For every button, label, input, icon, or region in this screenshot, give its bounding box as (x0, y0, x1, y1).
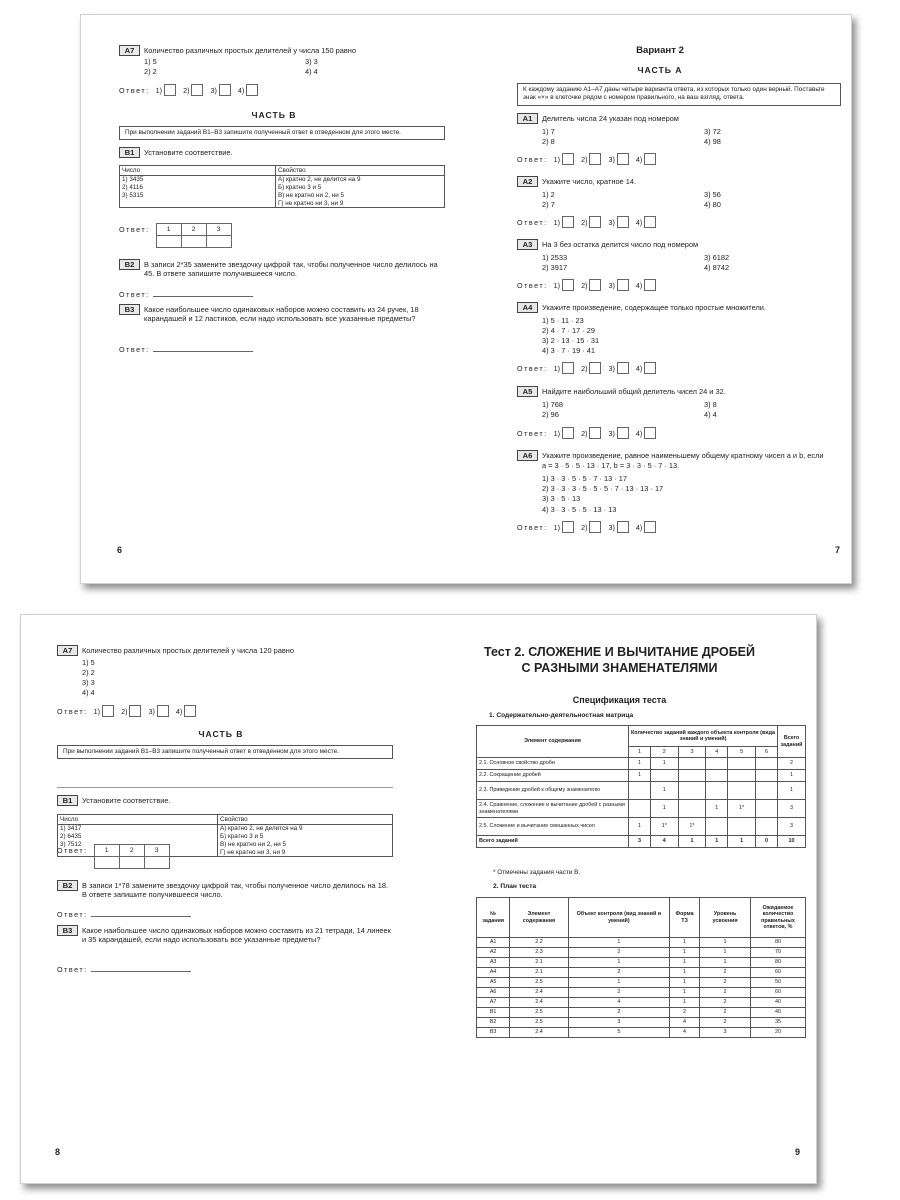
plan-cell: 1 (700, 938, 751, 948)
book-spread-top (80, 14, 852, 584)
matrix-row: 2.3. Приведение дробей к общему знаменателю 1 1 (477, 782, 806, 800)
plan-cell: 2.5 (510, 1008, 568, 1018)
answer-checkbox[interactable] (644, 279, 656, 291)
plan-cell: 60 (751, 968, 806, 978)
plan-row (477, 1018, 806, 1028)
task-question-a7: Количество различных простых делителей у числа 150 равно (144, 46, 356, 55)
task-question-a3: На 3 без остатка делится число под номером (542, 240, 699, 249)
plan-row (477, 1008, 806, 1018)
plan-cell: 20 (751, 1028, 806, 1038)
answer-checkbox[interactable] (164, 84, 176, 96)
plan-cell: А4 (477, 968, 510, 978)
option-1: 1) 5 (144, 57, 157, 66)
plan-cell: 1 (700, 958, 751, 968)
plan-row (477, 1028, 806, 1038)
plan-cell: 1 (670, 998, 700, 1008)
test-title: Тест 2. СЛОЖЕНИЕ И ВЫЧИТАНИЕ ДРОБЕЙ С РАЗНЫМИ ЗНАМЕНАТЕЛЯМИ (483, 645, 756, 675)
task-label-a6: А6 (517, 450, 538, 461)
plan-cell: 2 (700, 988, 751, 998)
plan-cell: 2 (670, 1008, 700, 1018)
answer-line[interactable]: Ответ: (119, 344, 253, 354)
plan-cell: А1 (477, 938, 510, 948)
page-7: Вариант 2 ЧАСТЬ А К каждому заданию А1–А7 даны четыре варианта ответа, из которых только один верный. Поставьте знак «×» в клеточке рядом с номером правильного, на ваш взгляд, ответа. А1 Делитель числа 24 указан под номером 1) 7 2) 8 3) 72 4) 98 Ответ: 1) 2) 3) 4) А2 Укажите число, кратное 14. 1) 2 2) 7 3) 56 4) 80 Ответ: 1) 2) 3) 4) А3 На 3 без остатка делится число под номером 1) 2533 2) 3917 3) 6182 4) 8742 Ответ: 1) 2) 3) 4) А4 Укажите произведение, содержащее только простые множители. 1) 5 · 11 · 23 2) 4 · 7 · 17 · 29 3) 2 · 13 · 15 · 31 4) 3 · 7 · 19 · 41 Ответ: 1) 2) 3) 4) А5 Найдите наибольший общий делитель чисел 24 и 32. 1) 768 2) 96 3) 8 4) 4 Ответ: 1) 2) 3) 4) А6 Укажите произведение, равное наименьшему общему кратному чисел a и b, если a = 3 · 5 · 5 · 13 · 17, b = 3 · 3 · 5 · 7 · 13. 1) 3 · 3 · 5 · 5 · 7 · 13 · 17 2) 3 · 3 · 3 · 5 · 5 · 5 · 7 · 13 · 13 · 17 3) 3 · 5 · 13 4) 3 · 3 · 5 · 5 · 13 · 13 Ответ: 1) 2) 3) 4) 7 (467, 15, 853, 583)
plan-row (477, 958, 806, 968)
task-question-b1: Установите соответствие. (144, 148, 233, 157)
answer-checkbox[interactable] (617, 427, 629, 439)
answer-line[interactable]: Ответ: (57, 909, 191, 919)
task-label-b3: В3 (57, 925, 78, 936)
spec-title: Спецификация теста (572, 695, 667, 705)
answer-checkbox[interactable] (157, 705, 169, 717)
answer-cell[interactable] (144, 857, 169, 869)
task-question-a1: Делитель числа 24 указан под номером (542, 114, 679, 123)
task-question-a7: Количество различных простых делителей у числа 120 равно (82, 646, 294, 655)
task-question-b3: Какое наибольшее число одинаковых наборов можно составить из 24 ручек, 18 карандашей и 12 ластиков, если надо использовать все указанные предметы? (144, 305, 419, 324)
answer-checkbox[interactable] (589, 153, 601, 165)
part-b-heading: ЧАСТЬ В (251, 110, 297, 120)
plan-cell: 1 (670, 978, 700, 988)
plan-cell: А2 (477, 948, 510, 958)
plan-cell: А7 (477, 998, 510, 1008)
plan-cell: 2 (700, 1018, 751, 1028)
answer-row: Ответ: 1) 2) 3) 4) (517, 521, 663, 533)
task-label-a4: А4 (517, 302, 538, 313)
answer-cell[interactable] (119, 857, 144, 869)
plan-cell: 1 (568, 978, 669, 988)
answer-line[interactable]: Ответ: (57, 964, 191, 974)
plan-cell: 2 (568, 948, 669, 958)
task-label-a7: А7 (119, 45, 140, 56)
part-b-heading: ЧАСТЬ В (198, 729, 244, 739)
page-number: 8 (55, 1147, 61, 1157)
answer-row: Ответ: 1) 2) 3) 4) (517, 362, 663, 374)
part-a-heading: ЧАСТЬ А (637, 65, 683, 75)
plan-title: 2. План теста (493, 883, 537, 890)
task-label-b1: В1 (119, 147, 140, 158)
answer-checkbox[interactable] (589, 216, 601, 228)
answer-row: Ответ: 1) 2) 3) 4) (517, 427, 663, 439)
task-question-b2: В записи 2*35 замените звездочку цифрой так, чтобы полученное число делилось на 45. В ответе запишите получившееся число. (144, 260, 438, 279)
plan-cell: 2.1 (510, 958, 568, 968)
matrix-row: 2.1. Основное свойство дроби 1 1 2 (477, 758, 806, 770)
answer-checkbox[interactable] (562, 362, 574, 374)
task-question-b1: Установите соответствие. (82, 796, 171, 805)
plan-cell: А3 (477, 958, 510, 968)
plan-cell: 1 (568, 958, 669, 968)
task-question-b3: Какое наибольшее число одинаковых наборов можно составить из 21 тетради, 14 линеек и 35 карандашей, если надо использовать все указанные предметы? (82, 926, 391, 945)
answer-checkbox[interactable] (562, 279, 574, 291)
task-label-b2: В2 (57, 880, 78, 891)
content-matrix-table: Элемент содержания Количество заданий каждого объекта контроля (вида знаний и умений) Всего заданий 1 2 3 4 5 6 2.1. Основное свойство дроби 1 1 2 2.2. Сокращение дробей 1 1 2.3. Приведение дробей к общему знаменателю 1 1 2.4. Сравнение, сложение и вычитание дробей с разными знаменателями 1 1 1* 3 2.5. Сложение и вычитание смешанных чисел 1 1* 1* 3 Всего заданий 3 4 1 1 1 0 10 (476, 725, 806, 848)
plan-cell: 60 (751, 988, 806, 998)
matrix-row: 2.2. Сокращение дробей 1 1 (477, 770, 806, 782)
answer-checkbox[interactable] (617, 521, 629, 533)
plan-cell: 1 (670, 958, 700, 968)
plan-cell: 4 (670, 1028, 700, 1038)
plan-row (477, 998, 806, 1008)
task-label-a7: А7 (57, 645, 78, 656)
answer-checkbox[interactable] (589, 427, 601, 439)
plan-cell: 2 (700, 968, 751, 978)
task-label-a2: А2 (517, 176, 538, 187)
plan-cell: А6 (477, 988, 510, 998)
task-label-a5: А5 (517, 386, 538, 397)
page-number: 9 (795, 1147, 801, 1157)
plan-cell: 40 (751, 998, 806, 1008)
plan-cell: 2 (700, 1008, 751, 1018)
plan-row (477, 978, 806, 988)
answer-checkbox[interactable] (644, 216, 656, 228)
plan-cell: 35 (751, 1018, 806, 1028)
plan-cell: В1 (477, 1008, 510, 1018)
test-plan-table: № задания Элемент содержания Объект контроля (вид знаний и умений) Форма ТЗ Уровень усвоения Ожидаемое количество правильных ответов, % А1 2.2 1 1 1 80 А2 2.3 2 1 1 70 А3 2.1 1 1 1 80 А4 2.1 2 1 2 60 А5 2.5 1 1 2 50 А6 2.4 2 1 2 60 А7 2.4 4 1 2 40 В1 2.5 2 2 2 40 В2 2.5 3 4 2 35 В3 2.4 5 4 3 20 (476, 897, 806, 1038)
plan-cell: 1 (670, 988, 700, 998)
part-b-instruction: При выполнении заданий В1–В3 запишите полученный ответ в отведенном для этого месте. (57, 745, 393, 759)
plan-cell: 4 (568, 998, 669, 1008)
plan-cell: В2 (477, 1018, 510, 1028)
matching-table: Число Свойство 1) 3417 А) кратно 2, не делится на 9 2) 6435 Б) кратно 3 и 5 3) 7512 В) не кратно ни 2, ни 5 Г) не кратно ни 3, ни 9 (57, 814, 393, 857)
plan-cell: 1 (670, 968, 700, 978)
plan-cell: 2.5 (510, 1018, 568, 1028)
matrix-title: 1. Содержательно-деятельностная матрица (489, 712, 634, 719)
task-question-a5: Найдите наибольший общий делитель чисел 24 и 32. (542, 387, 726, 396)
plan-cell: 50 (751, 978, 806, 988)
answer-row: Ответ: 1) 2) 3) 4) (119, 84, 265, 96)
variant-title: Вариант 2 (636, 45, 684, 56)
option-3: 3) 3 (305, 57, 318, 66)
page-9 (421, 615, 818, 1183)
plan-cell: 40 (751, 1008, 806, 1018)
plan-cell: 5 (568, 1028, 669, 1038)
answer-checkbox[interactable] (589, 279, 601, 291)
answer-checkbox[interactable] (562, 427, 574, 439)
matrix-row: 2.5. Сложение и вычитание смешанных чисел 1 1* 1* 3 (477, 818, 806, 836)
plan-cell: 2.1 (510, 968, 568, 978)
task-question-a2: Укажите число, кратное 14. (542, 177, 636, 186)
task-label-b2: В2 (119, 259, 140, 270)
plan-cell: 70 (751, 948, 806, 958)
part-b-instruction: При выполнении заданий В1–В3 запишите полученный ответ в отведенном для этого месте. (119, 126, 445, 140)
plan-cell: А5 (477, 978, 510, 988)
page-number: 6 (117, 545, 123, 555)
answer-checkbox[interactable] (617, 153, 629, 165)
plan-cell: 2.4 (510, 988, 568, 998)
plan-cell: 2.5 (510, 978, 568, 988)
task-label-a3: А3 (517, 239, 538, 250)
answer-checkbox[interactable] (589, 521, 601, 533)
plan-cell: 3 (700, 1028, 751, 1038)
matrix-total-row: Всего заданий 3 4 1 1 1 0 10 (477, 836, 806, 848)
plan-cell: 1 (670, 938, 700, 948)
answer-checkbox[interactable] (246, 84, 258, 96)
plan-row (477, 948, 806, 958)
footnote: * Отмечены задания части В. (493, 869, 581, 876)
plan-cell: 2.3 (510, 948, 568, 958)
answer-checkbox[interactable] (644, 362, 656, 374)
task-question-b2: В записи 1*78 замените звездочку цифрой так, чтобы полученное число делилось на 18. В ответе запишите получившееся число. (82, 881, 388, 900)
plan-cell: 1 (700, 948, 751, 958)
answer-checkbox[interactable] (102, 705, 114, 717)
answer-line[interactable]: Ответ: (119, 289, 253, 299)
plan-cell: 2 (568, 1008, 669, 1018)
plan-cell: 2 (700, 998, 751, 1008)
answer-cell[interactable] (94, 857, 119, 869)
answer-checkbox[interactable] (184, 705, 196, 717)
answer-checkbox[interactable] (644, 427, 656, 439)
task-label-b1: В1 (57, 795, 78, 806)
answer-checkbox[interactable] (644, 521, 656, 533)
answer-checkbox[interactable] (191, 84, 203, 96)
answer-checkbox[interactable] (589, 362, 601, 374)
answer-checkbox[interactable] (617, 279, 629, 291)
plan-cell: 2 (700, 978, 751, 988)
answer-checkbox[interactable] (562, 153, 574, 165)
page-number: 7 (835, 545, 841, 555)
answer-checkbox[interactable] (129, 705, 141, 717)
option-2: 2) 2 (144, 67, 157, 76)
plan-cell: 3 (568, 1018, 669, 1028)
page-6 (81, 15, 467, 583)
task-label-a1: А1 (517, 113, 538, 124)
plan-cell: 2 (568, 988, 669, 998)
answer-row: Ответ: 1) 2) 3) 4) (517, 153, 663, 165)
page-8: А7 Количество различных простых делителей у числа 120 равно 1) 5 2) 2 3) 3 4) 4 Ответ: 1) 2) 3) 4) ЧАСТЬ В При выполнении заданий В1–В3 запишите полученный ответ в отведенном для этого месте. В1 Установите соответствие. Число Свойство 1) 3417 А) кратно 2, не делится на 9 2) 6435 Б) кратно 3 и 5 3) 7512 В) не кратно ни 2, ни 5 Г) не кратно ни 3, ни 9 Ответ: 1 2 3 В2 В записи 1*78 замените звездочку цифрой так, чтобы полученное число делилось на 18. В ответе запишите получившееся число. Ответ: В3 Какое наибольшее число одинаковых наборов можно составить из 21 тетради, 14 линеек и 35 карандашей, если надо использовать все указанные предметы? Ответ: 8 (21, 615, 421, 1183)
plan-cell: 2.4 (510, 998, 568, 1008)
answer-grid: Ответ: 1 2 3 (57, 844, 170, 869)
answer-row: Ответ: 1) 2) 3) 4) (517, 279, 663, 291)
answer-cell[interactable] (181, 236, 206, 248)
part-a-instruction: К каждому заданию А1–А7 даны четыре варианта ответа, из которых только один верный. Поставьте знак «×» в клеточке рядом с номером правильного, на ваш взгляд, ответа. (517, 83, 841, 106)
answer-checkbox[interactable] (219, 84, 231, 96)
task-question-a6: Укажите произведение, равное наименьшему общему кратному чисел a и b, если (542, 451, 824, 460)
answer-cell[interactable] (156, 236, 181, 248)
answer-row: Ответ: 1) 2) 3) 4) (517, 216, 663, 228)
plan-cell: 2.4 (510, 1028, 568, 1038)
answer-cell[interactable] (206, 236, 231, 248)
plan-cell: 2 (568, 968, 669, 978)
plan-row (477, 938, 806, 948)
plan-cell: 80 (751, 958, 806, 968)
plan-row (477, 988, 806, 998)
plan-cell: 80 (751, 938, 806, 948)
answer-grid: Ответ: 1 2 3 (119, 223, 232, 248)
answer-checkbox[interactable] (562, 521, 574, 533)
task-question-a4: Укажите произведение, содержащее только простые множители. (542, 303, 766, 312)
answer-checkbox[interactable] (562, 216, 574, 228)
task-label-b3: В3 (119, 304, 140, 315)
plan-cell: 4 (670, 1018, 700, 1028)
matching-table: Число Свойство 1) 3435 А) кратно 2, не делится на 9 2) 4116 Б) кратно 3 и 5 3) 5315 В) не кратно ни 2, ни 5 Г) не кратно ни 3, ни 9 (119, 165, 445, 208)
answer-checkbox[interactable] (617, 216, 629, 228)
matrix-row: 2.4. Сравнение, сложение и вычитание дробей с разными знаменателями 1 1 1* 3 (477, 800, 806, 818)
plan-cell: 1 (670, 948, 700, 958)
answer-checkbox[interactable] (644, 153, 656, 165)
plan-cell: 1 (568, 938, 669, 948)
plan-row (477, 968, 806, 978)
option-4: 4) 4 (305, 67, 318, 76)
answer-checkbox[interactable] (617, 362, 629, 374)
plan-cell: В3 (477, 1028, 510, 1038)
book-spread-bottom (20, 614, 817, 1184)
answer-row: Ответ: 1) 2) 3) 4) (57, 705, 203, 717)
plan-cell: 2.2 (510, 938, 568, 948)
